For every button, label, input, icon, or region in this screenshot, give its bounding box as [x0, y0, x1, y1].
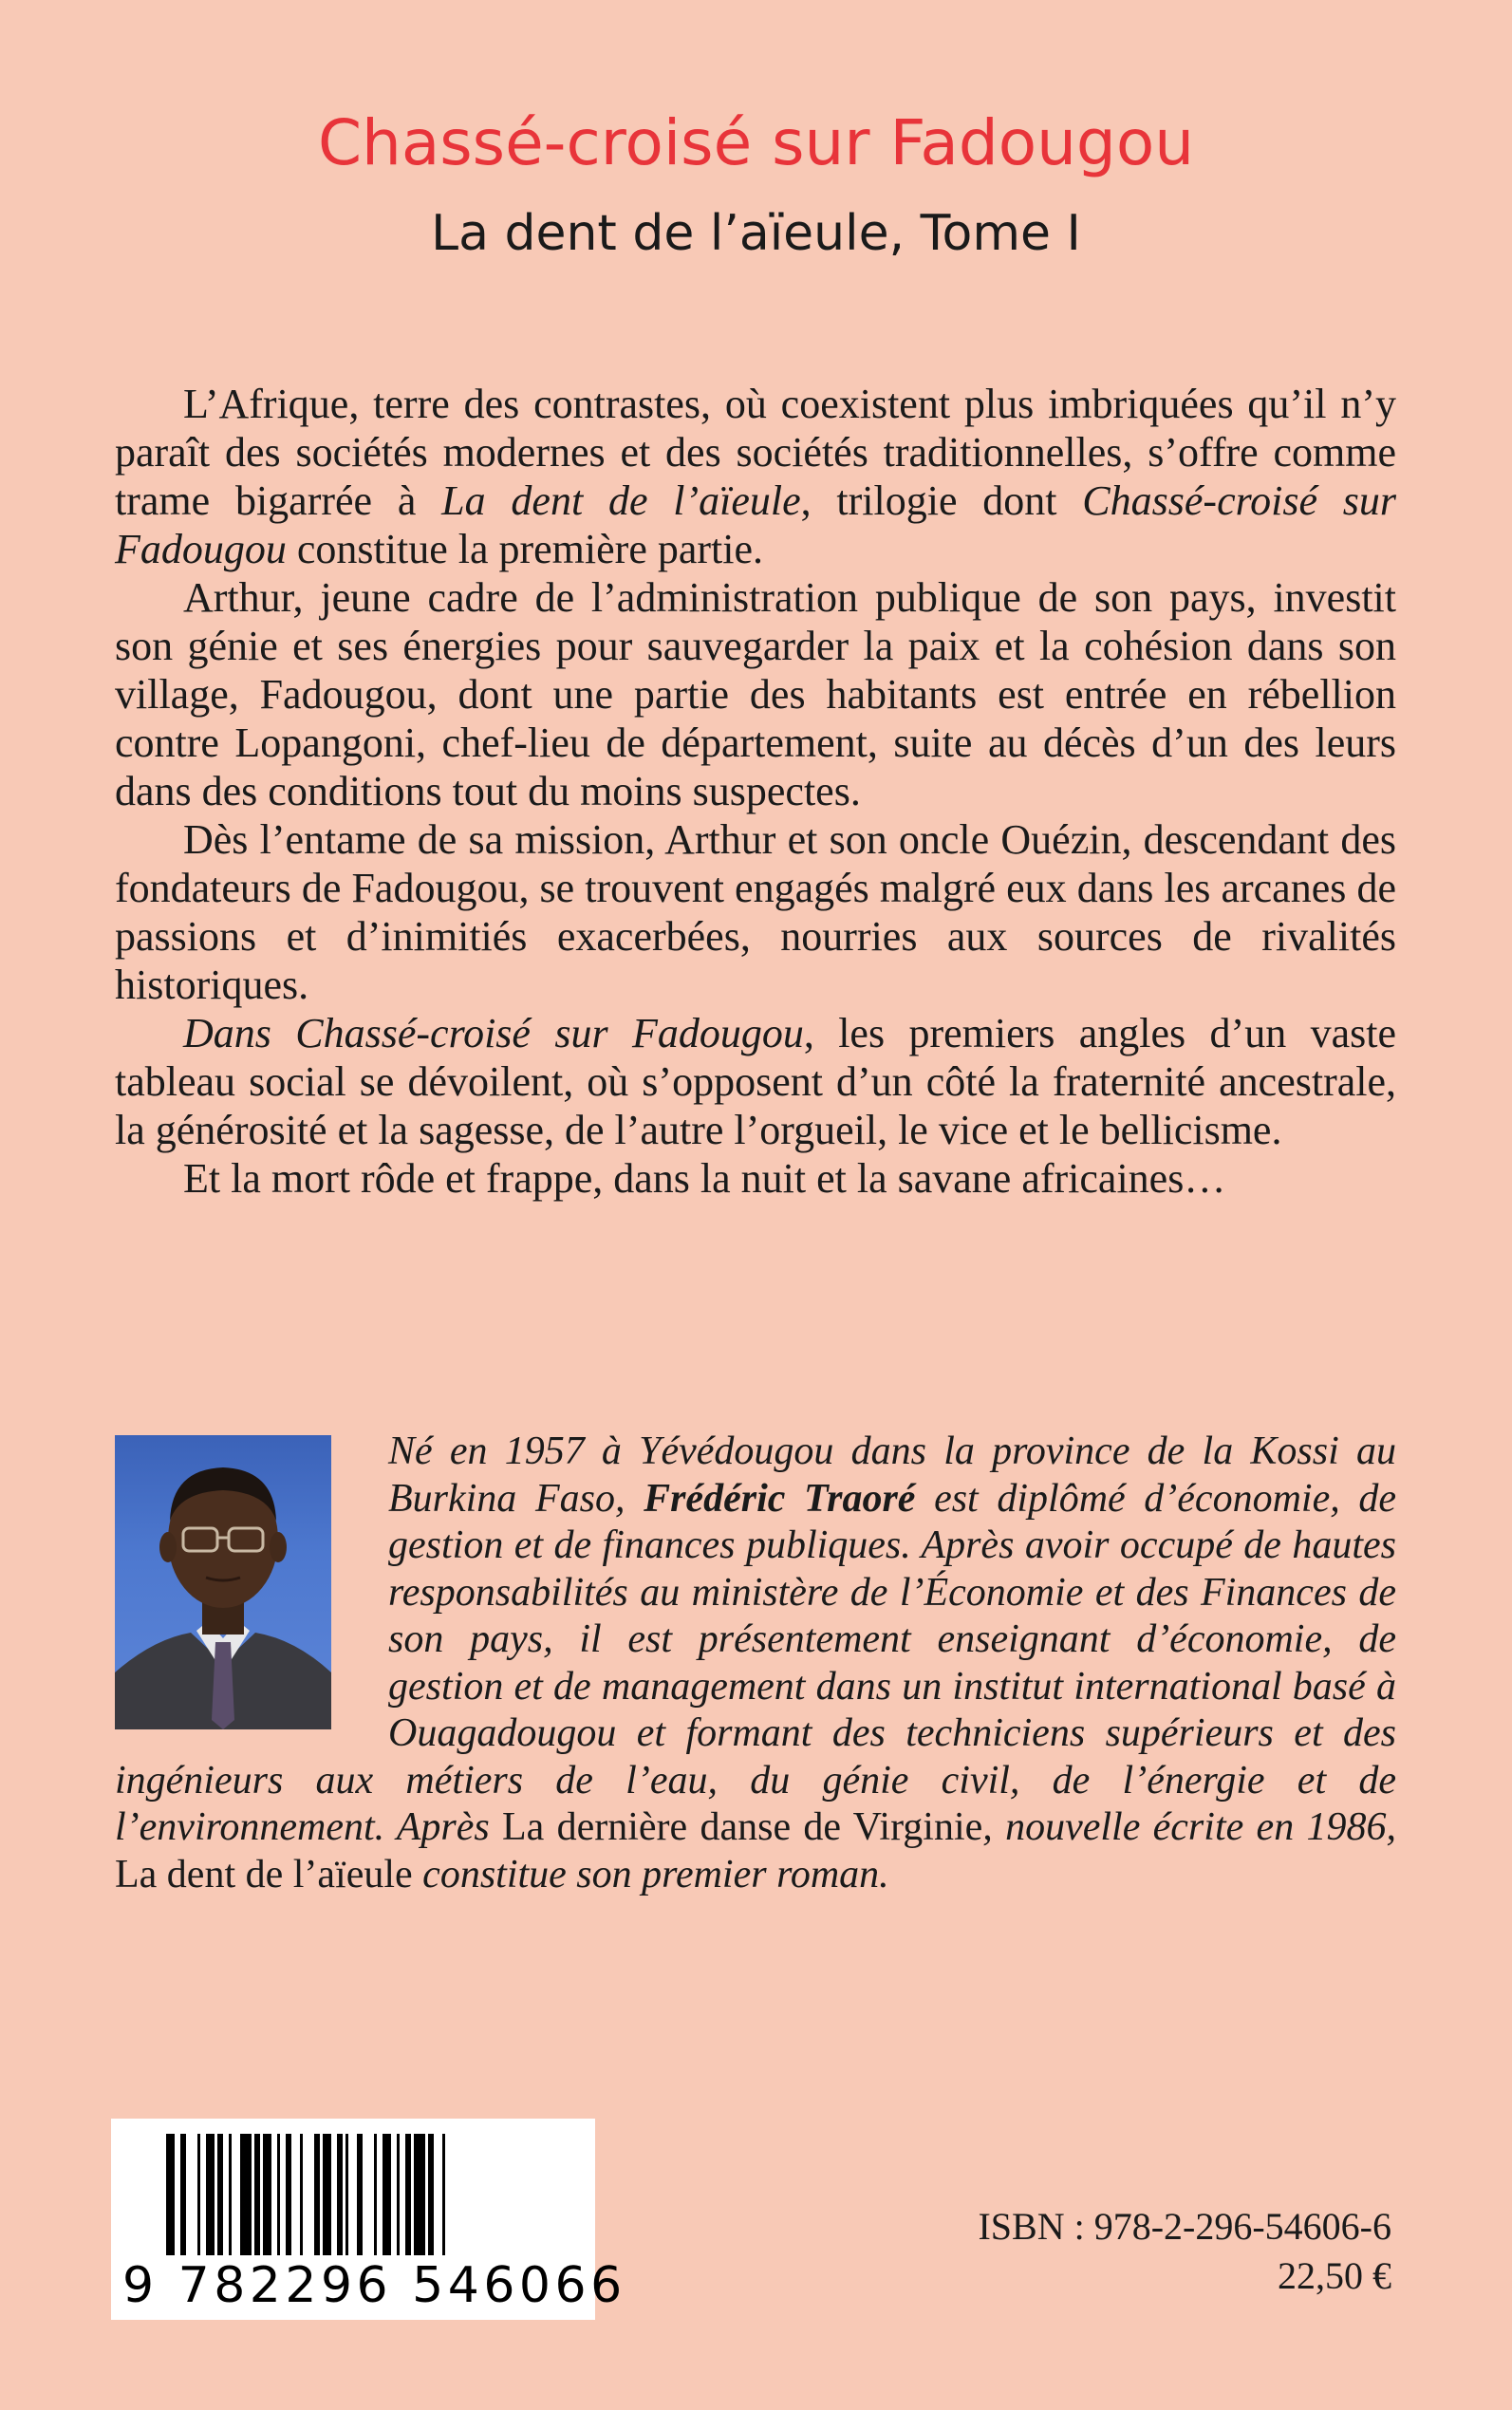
blurb-paragraph-3: Dès l’entame de sa mission, Arthur et son oncle Ouézin, descendant des fondateurs de Fadougou, se trouvent engagés malgré eux dans les arcanes de passions et d’inimitiés exacerbées, nourries aux sources de rivalités historiques. [115, 816, 1396, 1008]
barcode [111, 2119, 626, 2320]
barcode-digits: 9 782296 546066 [122, 2257, 626, 2314]
barcode-bars [111, 2119, 595, 2261]
author-portrait-icon [115, 1435, 331, 1729]
back-cover-blurb [115, 380, 1396, 1203]
book-subtitle: La dent de l’aïeule, Tome I [431, 205, 1081, 262]
isbn-number: ISBN : 978-2-296-54606-6 [978, 2205, 1391, 2248]
isbn-block [978, 2202, 1391, 2301]
blurb-paragraph-2: Arthur, jeune cadre de l’administration publique de son pays, investit son génie et ses énergies pour sauvegarder la paix et la cohésion dans son village, Fadougou, dont une partie des habitants est entrée en rébellion contre Lopangoni, chef-lieu de département, suite au décès d’un des leurs dans des conditions tout du moins suspectes. [115, 574, 1396, 814]
author-photo [115, 1435, 331, 1729]
author-bio: Né en 1957 à Yévédougou dans la province de la Kossi au Burkina Faso, Frédéric Traoré est diplômé d’économie, de gestion et de finances publiques. Après avoir occupé de hautes responsabilités au ministère de l’Économie et des Finances de son pays, il est présentement enseignant d’économie, de gestion et de management dans un institut international basé à Ouagadougou et formant des techniciens supérieurs et des ingénieurs aux métiers de l’eau, du génie civil, de l’énergie et de l’environnement. Après La dernière danse de Virginie, nouvelle écrite en 1986, La dent de l’aïeule constitue son premier roman. [115, 1429, 1396, 1896]
author-name: Frédéric Traoré [644, 1476, 916, 1521]
blurb-paragraph-5: Et la mort rôde et frappe, dans la nuit et la savane africaines… [183, 1155, 1226, 1202]
blurb-paragraph-4: Dans Chassé-croisé sur Fadougou, les premiers angles d’un vaste tableau social se dévoilent, où s’opposent d’un côté la fraternité ancestrale, la générosité et la sagesse, de l’autre l’orgueil, le vice et le bellicisme. [115, 1010, 1396, 1153]
book-title: Chassé-croisé sur Fadougou [317, 106, 1195, 179]
blurb-paragraph-1: L’Afrique, terre des contrastes, où coexistent plus imbriquées qu’il n’y paraît des sociétés modernes et des sociétés traditionnelles, s’offre comme trame bigarrée à La dent de l’aïeule, trilogie dont Chassé-croisé sur Fadougou constitue la première partie. [115, 381, 1396, 572]
price: 22,50 € [1278, 2254, 1391, 2297]
